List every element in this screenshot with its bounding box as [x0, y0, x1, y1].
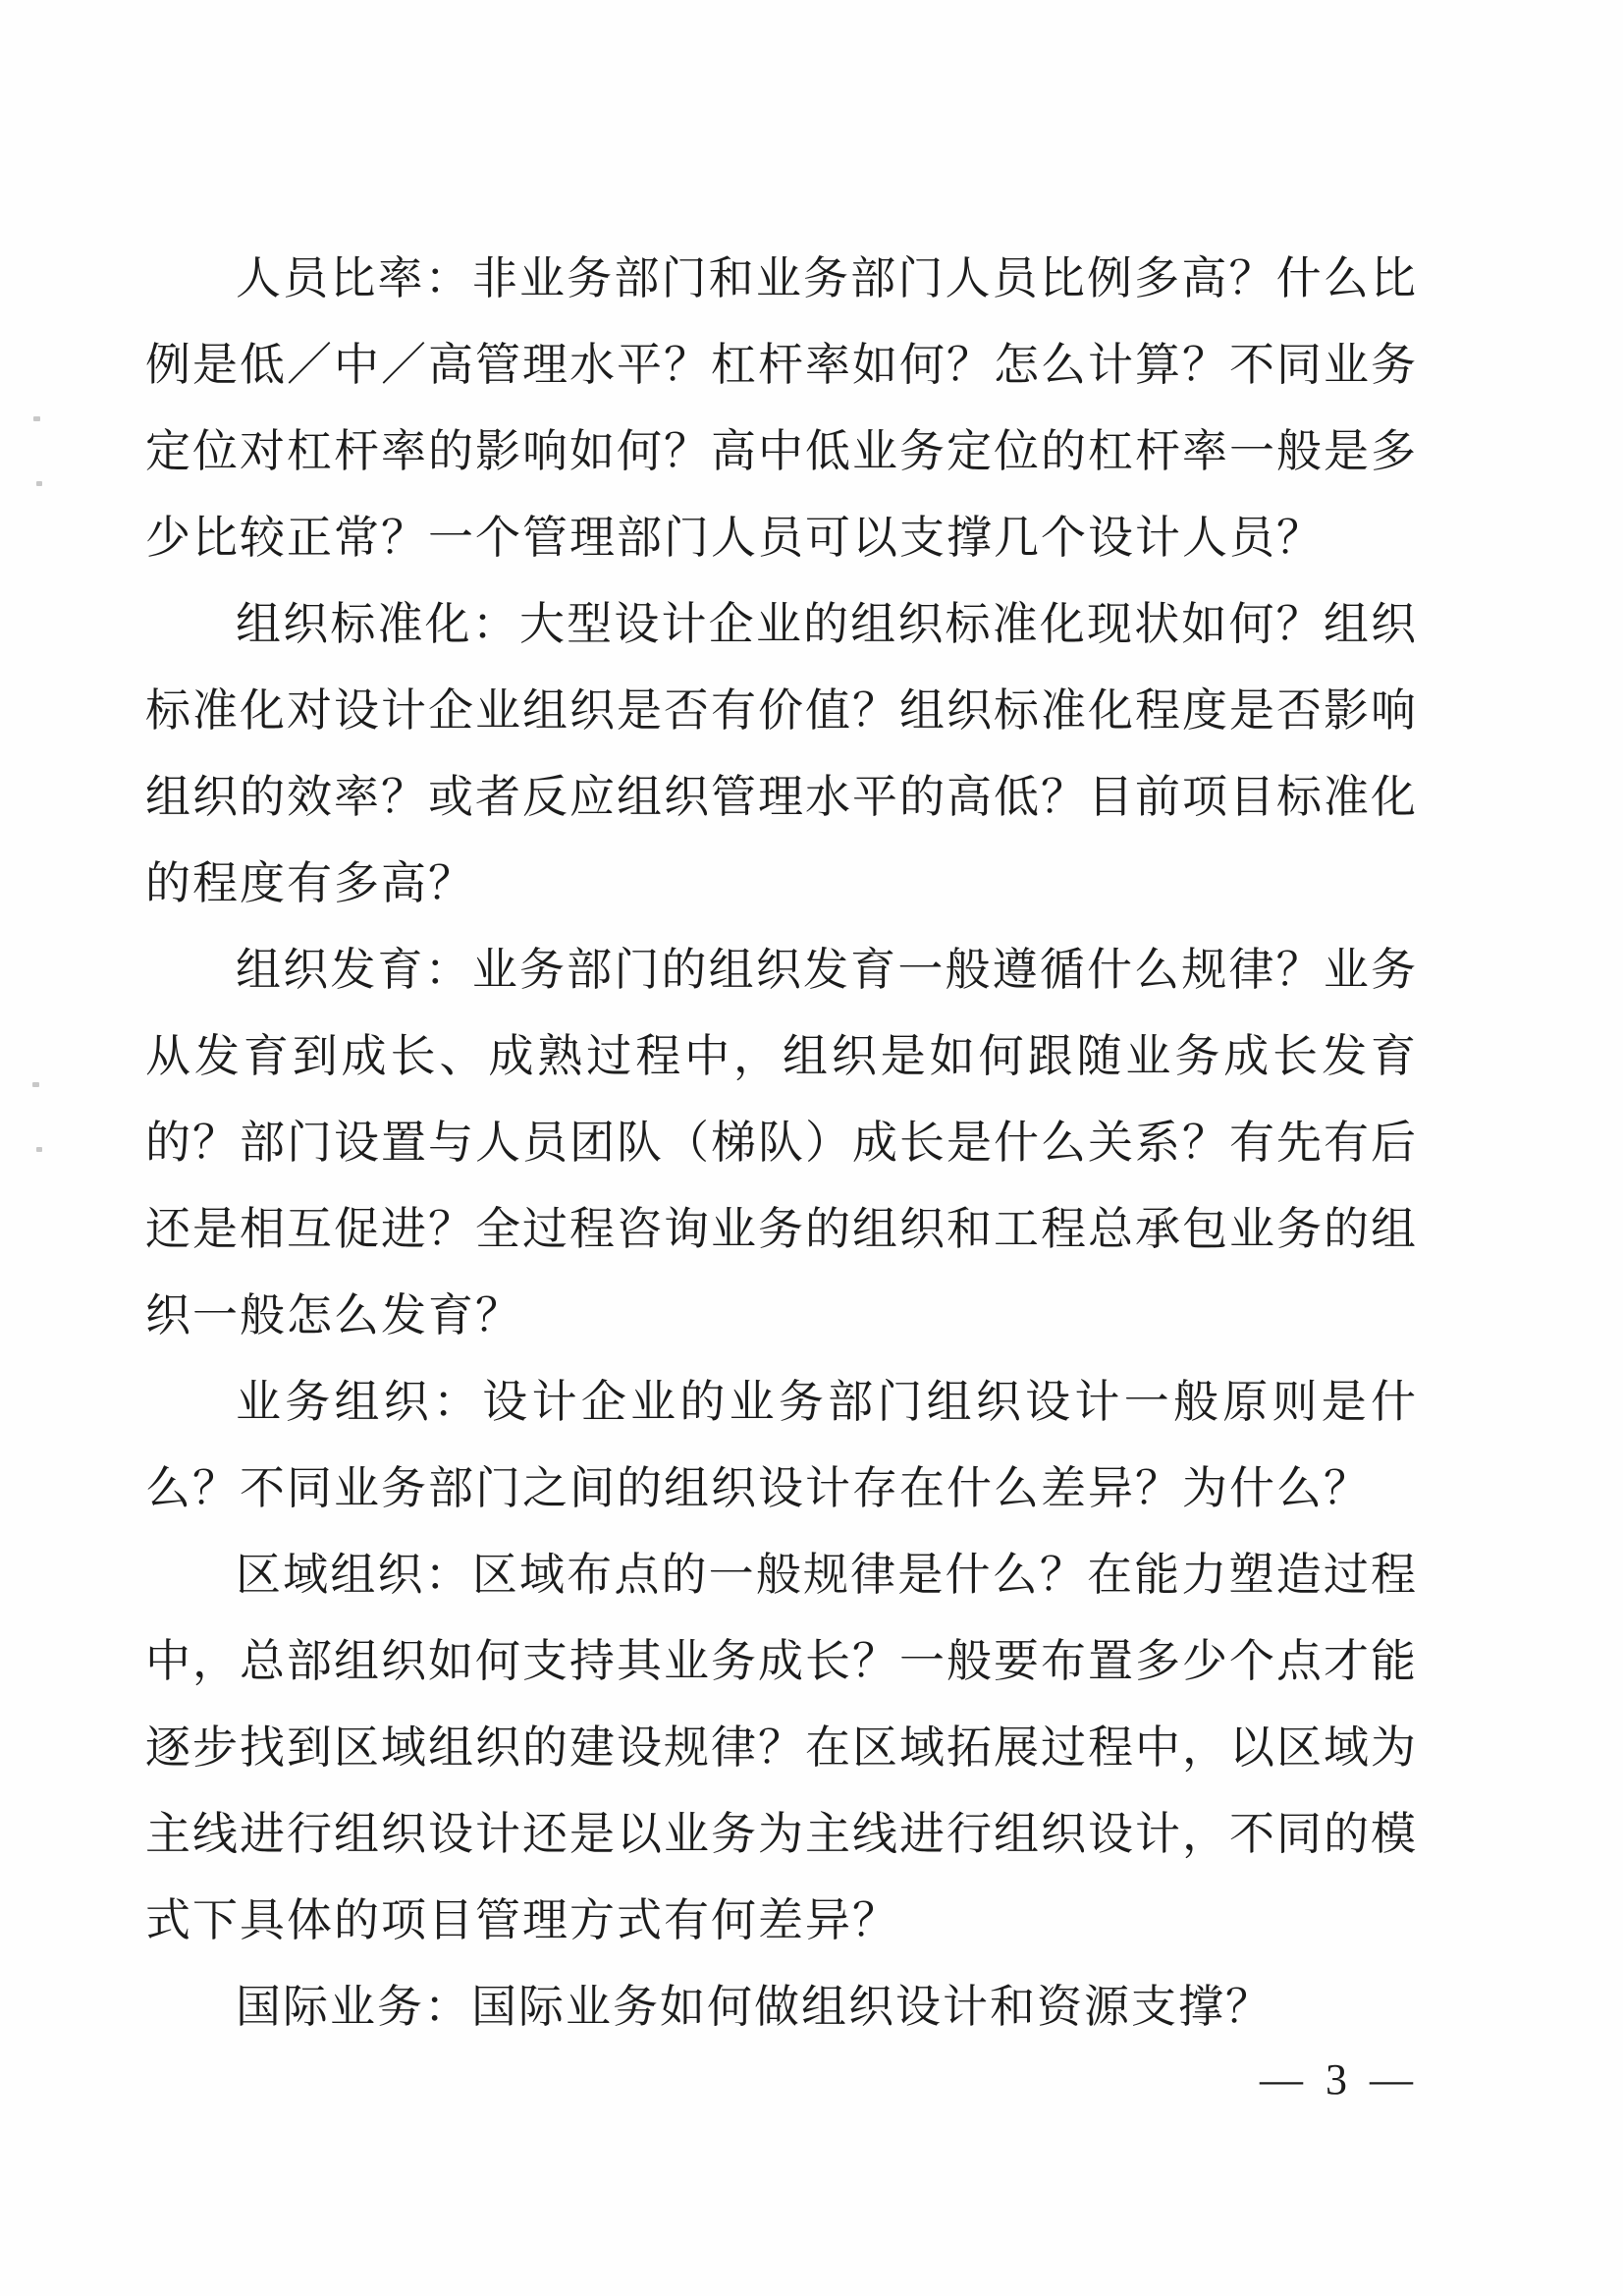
- document-text-block: [145, 236, 1418, 2050]
- page-number: — 3 —: [1260, 2055, 1419, 2104]
- scan-speck: [36, 1147, 42, 1152]
- scan-speck: [32, 1082, 39, 1087]
- scan-speck: [36, 481, 42, 486]
- paragraph-regional-org: 区域组织：区域布点的一般规律是什么？在能力塑造过程中，总部组织如何支持其业务成长？一般要布置多少个点才能逐步找到区域组织的建设规律？在区域拓展过程中，以区域为主线进行组织设计还是以业务为主线进行组织设计，不同的模式下具体的项目管理方式有何差异？: [145, 1550, 1418, 1945]
- paragraph-personnel-ratio: 人员比率：非业务部门和业务部门人员比例多高？什么比例是低／中／高管理水平？杠杆率如何？怎么计算？不同业务定位对杠杆率的影响如何？高中低业务定位的杠杆率一般是多少比较正常？一个管理部门人员可以支撑几个设计人员？: [145, 253, 1418, 563]
- paragraph-business-org: 业务组织：设计企业的业务部门组织设计一般原则是什么？不同业务部门之间的组织设计存在什么差异？为什么？: [145, 1377, 1418, 1513]
- paragraph-org-development: 组织发育：业务部门的组织发育一般遵循什么规律？业务从发育到成长、成熟过程中，组织是如何跟随业务成长发育的？部门设置与人员团队（梯队）成长是什么关系？有先有后还是相互促进？全过程咨询业务的组织和工程总承包业务的组织一般怎么发育？: [145, 945, 1418, 1340]
- paragraph-org-standardization: 组织标准化：大型设计企业的组织标准化现状如何？组织标准化对设计企业组织是否有价值？组织标准化程度是否影响组织的效率？或者反应组织管理水平的高低？目前项目标准化的程度有多高？: [145, 599, 1418, 908]
- scan-speck: [33, 416, 40, 421]
- paragraph-international-business: 国际业务：国际业务如何做组织设计和资源支撑？: [236, 1982, 1272, 2032]
